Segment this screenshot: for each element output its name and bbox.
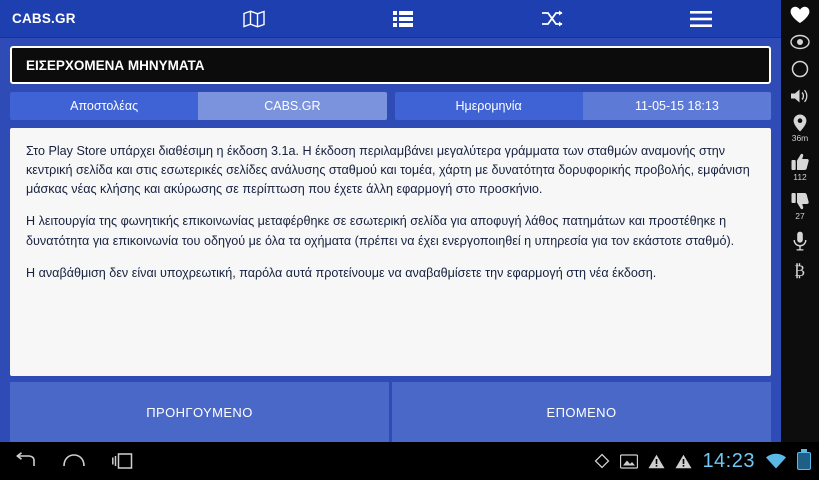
app-title: CABS.GR (12, 11, 76, 26)
date-value: 11-05-15 18:13 (583, 92, 771, 120)
menu-icon[interactable] (684, 4, 718, 34)
location-icon[interactable] (781, 114, 819, 143)
list-icon[interactable] (386, 4, 420, 34)
content-area (0, 38, 781, 442)
svg-text:₿: ₿ (794, 263, 806, 279)
recents-icon[interactable] (112, 452, 134, 470)
system-clock: 14:23 (702, 449, 755, 472)
thumbs-down-count: 27 (795, 211, 805, 221)
thumbs-up-icon[interactable] (781, 153, 819, 182)
next-button[interactable]: ΕΠΟΜΕΝΟ (392, 382, 771, 442)
action-bar (0, 0, 781, 38)
date-field (395, 92, 772, 120)
sender-value: CABS.GR (198, 92, 386, 120)
action-bar-icons (180, 4, 781, 34)
right-sidebar (781, 0, 819, 442)
battery-icon (797, 452, 811, 470)
bitcoin-icon[interactable] (781, 261, 819, 279)
navigation-buttons (10, 376, 771, 442)
thumbs-up-count: 112 (793, 172, 807, 182)
microphone-icon[interactable] (781, 231, 819, 251)
screenshot-icon (620, 454, 638, 469)
previous-button[interactable]: ΠΡΟΗΓΟΥΜΕΝΟ (10, 382, 389, 442)
warning-icon (648, 454, 665, 469)
message-meta-row (10, 92, 771, 120)
message-body (10, 128, 771, 376)
map-icon[interactable] (237, 4, 271, 34)
sender-label: Αποστολέας (10, 92, 198, 120)
back-icon[interactable] (14, 452, 36, 470)
message-paragraph: Στο Play Store υπάρχει διαθέσιμη η έκδοση 3.1a. Η έκδοση περιλαμβάνει μεγαλύτερα γράμματα των σταθμών αναμονής στην κεντρική σελίδα και στις εσωτερικές σελίδες ανάλυσης σταθμού και τομέα, χάρτη με δυνατότητα δορυφορικής προβολής, εμφάνιση μάσκας νέας κλήσης και ακύρωσης σε περίπτωση που έχετε άλλη εφαρμογή στο προσκήνιο. (26, 144, 750, 197)
shuffle-icon[interactable] (535, 4, 569, 34)
system-nav-buttons (0, 452, 300, 470)
system-navigation-bar (0, 442, 819, 480)
wifi-icon (765, 452, 787, 470)
circle-icon[interactable] (781, 60, 819, 78)
system-status-icons (594, 450, 811, 473)
diamond-icon (594, 453, 610, 469)
section-header (10, 46, 771, 84)
volume-icon[interactable] (781, 88, 819, 104)
date-label: Ημερομηνία (395, 92, 583, 120)
home-icon[interactable] (62, 452, 86, 470)
sender-field (10, 92, 387, 120)
warning-icon (675, 454, 692, 469)
message-paragraph: Η αναβάθμιση δεν είναι υποχρεωτική, παρόλα αυτά προτείνουμε να αναβαθμίσετε την εφαρμογή στη νέα έκδοση. (26, 265, 657, 280)
heart-icon[interactable] (781, 6, 819, 24)
location-distance-label: 36m (791, 133, 809, 143)
message-paragraph: Η λειτουργία της φωνητικής επικοινωνίας μεταφέρθηκε σε εσωτερική σελίδα για αποφυγή λάθος πατημάτων και προστέθηκε η δυνατότητα για επικοινωνία του οδηγού με όλα τα οχήματα (πρέπει να έχει ενεργοποιηθεί η υπηρεσία για τον εκάστοτε σταθμό). (26, 214, 735, 248)
thumbs-down-icon[interactable] (781, 192, 819, 221)
section-header-title: ΕΙΣΕΡΧΟΜΕΝΑ ΜΗΝΥΜΑΤΑ (26, 57, 205, 73)
eye-icon[interactable] (781, 34, 819, 50)
